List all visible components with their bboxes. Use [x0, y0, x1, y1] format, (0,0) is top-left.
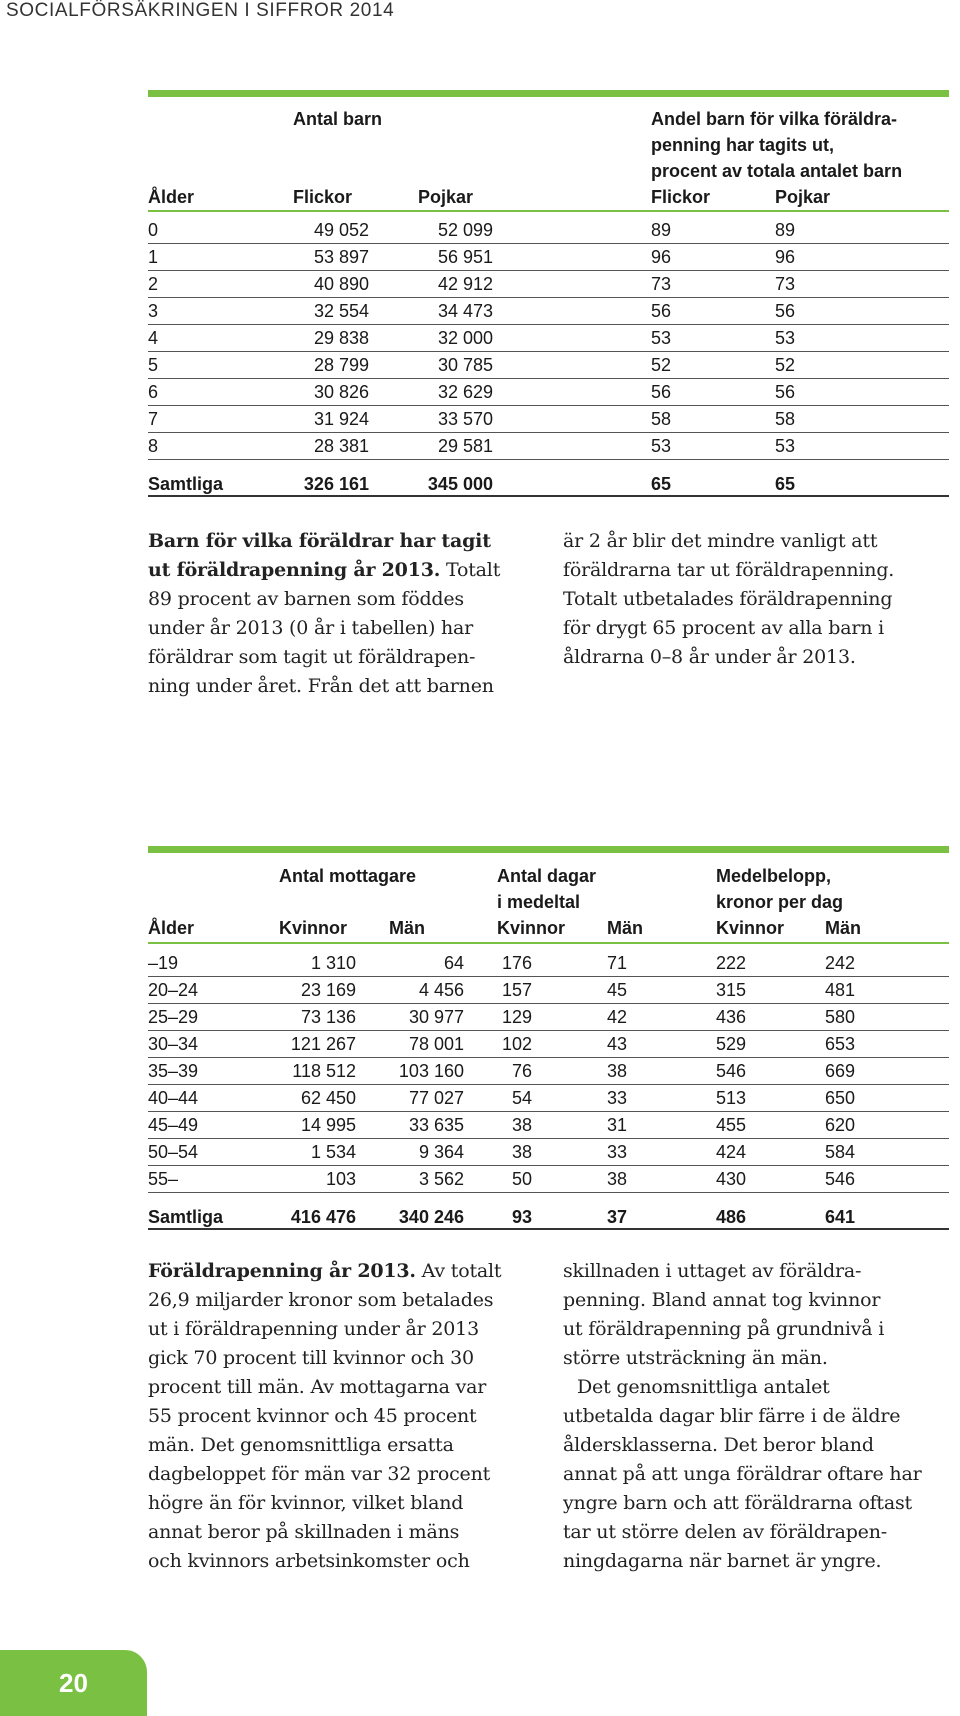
table-row	[148, 976, 949, 1004]
text2-line: tar ut större delen av föräldrapen-	[563, 1521, 887, 1543]
text1-line: för drygt 65 procent av alla barn i	[563, 617, 884, 639]
table-cell: 32 554	[313, 301, 369, 321]
table-cell: 49 052	[313, 220, 369, 240]
table-cell: 7	[148, 409, 159, 429]
table-cell: 35–39	[148, 1061, 199, 1081]
table-cell: 345 000	[427, 474, 493, 494]
table-cell: 53 897	[313, 247, 369, 267]
table-cell: 424	[716, 1142, 747, 1162]
table-cell: 430	[716, 1169, 747, 1189]
table-cell: 45–49	[148, 1115, 199, 1135]
text2-line: åldersklasserna. Det beror bland	[563, 1434, 874, 1456]
text2-line: större utsträckning än män.	[563, 1347, 828, 1369]
table-cell: 96	[651, 247, 672, 267]
table-cell: 121 267	[290, 1034, 356, 1054]
text1-line: Totalt	[440, 559, 501, 581]
text1-line: föräldrar som tagit ut föräldrapen-	[148, 646, 476, 668]
table-cell: 31	[607, 1115, 628, 1135]
table-cell: 653	[825, 1034, 856, 1054]
table-cell: 481	[825, 980, 856, 1000]
table-cell: 56	[651, 382, 672, 402]
text1-line: Totalt utbetalades föräldrapenning	[563, 588, 893, 610]
table-cell: 2	[148, 274, 159, 294]
table-cell: 31 924	[313, 409, 369, 429]
text2-line: ut föräldrapenning på grundnivå i	[563, 1318, 885, 1340]
table-cell: 1	[148, 247, 159, 267]
text2-line: dagbeloppet för män var 32 procent	[148, 1463, 491, 1485]
table-row	[148, 216, 949, 244]
table1-group-right-line2: penning har tagits ut,	[651, 135, 834, 155]
table-cell: 33 635	[408, 1115, 464, 1135]
text2-line: 55 procent kvinnor och 45 procent	[148, 1405, 477, 1427]
table-cell: –19	[148, 953, 179, 973]
table-cell: 42 912	[437, 274, 493, 294]
table-row	[148, 1003, 949, 1031]
table-cell: 157	[501, 980, 532, 1000]
table-row	[148, 432, 949, 460]
text1-right-column	[563, 527, 953, 672]
table2-group-days-line2: i medeltal	[497, 892, 581, 912]
table-row	[148, 1165, 949, 1193]
table-cell: 58	[651, 409, 672, 429]
table-cell: 54	[511, 1088, 532, 1108]
text2-line: ut i föräldrapenning under år 2013	[148, 1318, 479, 1340]
table-cell: 529	[716, 1034, 747, 1054]
table-cell: 71	[607, 953, 628, 973]
table2-col-men1: Män	[389, 918, 425, 938]
text1-line: åldrarna 0–8 år under år 2013.	[563, 646, 856, 668]
table-cell: 93	[511, 1207, 532, 1227]
table-cell: 38	[607, 1061, 628, 1081]
table-cell: 20–24	[148, 980, 199, 1000]
table1-header-rule	[148, 210, 949, 212]
table2-col-women1: Kvinnor	[279, 918, 348, 938]
table-cell: 53	[775, 328, 796, 348]
table-cell: 38	[511, 1142, 532, 1162]
table-cell: 56	[775, 382, 796, 402]
table2-col-women2: Kvinnor	[497, 918, 566, 938]
table-cell: 129	[501, 1007, 532, 1027]
table-cell: 30–34	[148, 1034, 199, 1054]
table2-col-men2: Män	[607, 918, 643, 938]
table1-col-age: Ålder	[148, 187, 195, 207]
text2-line: män. Det genomsnittliga ersatta	[148, 1434, 454, 1456]
table-cell: 45	[607, 980, 628, 1000]
table-cell: 38	[511, 1115, 532, 1135]
table-cell: 176	[501, 953, 532, 973]
table-cell: 546	[716, 1061, 747, 1081]
table-cell: Samtliga	[148, 1207, 224, 1227]
table-cell: 53	[651, 436, 672, 456]
table-cell: 584	[825, 1142, 856, 1162]
table-cell: 8	[148, 436, 159, 456]
table-cell: 40–44	[148, 1088, 199, 1108]
table-cell: 14 995	[300, 1115, 356, 1135]
table-cell: 416 476	[290, 1207, 356, 1227]
table1-col-boys-share: Pojkar	[775, 187, 831, 207]
table-cell: 96	[775, 247, 796, 267]
table-cell: Samtliga	[148, 474, 224, 494]
table-cell: 56	[651, 301, 672, 321]
table-row	[148, 270, 949, 298]
text1-heading-line1: Barn för vilka föräldrar har tagit	[148, 530, 491, 552]
table-cell: 43	[607, 1034, 628, 1054]
table-cell: 641	[825, 1207, 856, 1227]
table-cell: 5	[148, 355, 159, 375]
text1-line: ning under året. Från det att barnen	[148, 675, 494, 697]
table-cell: 580	[825, 1007, 856, 1027]
table-cell: 33	[607, 1142, 628, 1162]
table2-group-days-line1: Antal dagar	[497, 866, 597, 886]
text2-line: högre än för kvinnor, vilket bland	[148, 1492, 464, 1514]
table-cell: 3	[148, 301, 159, 321]
table-cell: 29 838	[313, 328, 369, 348]
table-cell: 242	[825, 953, 856, 973]
table-cell: 50	[511, 1169, 532, 1189]
table-cell: 1 310	[310, 953, 356, 973]
table-cell: 52	[775, 355, 796, 375]
table-total-row	[148, 464, 949, 497]
table2-col-age: Ålder	[148, 918, 195, 938]
table-cell: 0	[148, 220, 159, 240]
table-cell: 340 246	[398, 1207, 464, 1227]
text2-line: penning. Bland annat tog kvinnor	[563, 1289, 881, 1311]
table-row	[148, 949, 949, 977]
table1-top-rule	[148, 90, 949, 97]
table-cell: 53	[775, 436, 796, 456]
text2-line: utbetalda dagar blir färre i de äldre	[563, 1405, 901, 1427]
text2-line: procent till män. Av mottagarna var	[148, 1376, 487, 1398]
running-head: SOCIALFÖRSÄKRINGEN I SIFFROR 2014	[6, 0, 395, 21]
table-cell: 513	[716, 1088, 747, 1108]
table1-col-girls: Flickor	[293, 187, 353, 207]
table-row	[148, 1138, 949, 1166]
table-cell: 37	[607, 1207, 628, 1227]
table-cell: 650	[825, 1088, 856, 1108]
table-cell: 55–	[148, 1169, 179, 1189]
text2-heading: Föräldrapenning år 2013.	[148, 1260, 416, 1282]
table-cell: 56 951	[437, 247, 493, 267]
table1-group-left: Antal barn	[293, 109, 383, 129]
text1-heading-line2: ut föräldrapenning år 2013.	[148, 559, 441, 581]
text2-line: annat på att unga föräldrar oftare har	[563, 1463, 922, 1485]
table-row	[148, 1084, 949, 1112]
table-cell: 73	[775, 274, 796, 294]
table2-group-recipients: Antal mottagare	[279, 866, 417, 886]
text1-line: 89 procent av barnen som föddes	[148, 588, 464, 610]
table-cell: 52 099	[437, 220, 493, 240]
table-cell: 64	[443, 953, 464, 973]
table-total-row	[148, 1197, 949, 1230]
table2-top-rule	[148, 846, 949, 853]
text1-line: föräldrarna tar ut föräldrapenning.	[563, 559, 895, 581]
table-cell: 89	[651, 220, 672, 240]
text1-line: är 2 år blir det mindre vanligt att	[563, 530, 878, 552]
table-cell: 1 534	[310, 1142, 356, 1162]
table-cell: 73	[651, 274, 672, 294]
text2-line: yngre barn och att föräldrarna oftast	[563, 1492, 912, 1514]
table-row	[148, 1057, 949, 1085]
table-cell: 28 799	[313, 355, 369, 375]
table-cell: 42	[607, 1007, 628, 1027]
table-cell: 326 161	[303, 474, 369, 494]
table-cell: 9 364	[418, 1142, 464, 1162]
table-row	[148, 378, 949, 406]
table-cell: 102	[501, 1034, 532, 1054]
table-row	[148, 243, 949, 271]
text1-line: under år 2013 (0 år i tabellen) har	[148, 617, 474, 639]
table-cell: 38	[607, 1169, 628, 1189]
table-cell: 73 136	[300, 1007, 356, 1027]
table-cell: 4	[148, 328, 159, 348]
table-cell: 436	[716, 1007, 747, 1027]
table-cell: 56	[775, 301, 796, 321]
text2-line: Av totalt	[415, 1260, 502, 1282]
table-row	[148, 1030, 949, 1058]
table-cell: 546	[825, 1169, 856, 1189]
text2-line: Det genomsnittliga antalet	[577, 1376, 830, 1398]
text1-left-column	[148, 527, 528, 701]
table-row	[148, 351, 949, 379]
table-cell: 62 450	[300, 1088, 356, 1108]
table-row	[148, 324, 949, 352]
table-row	[148, 1111, 949, 1139]
table-cell: 50–54	[148, 1142, 199, 1162]
table-cell: 40 890	[313, 274, 369, 294]
table1-col-girls-share: Flickor	[651, 187, 711, 207]
table-cell: 65	[775, 474, 796, 494]
table2-col-women3: Kvinnor	[716, 918, 785, 938]
table-cell: 58	[775, 409, 796, 429]
text2-right-column	[563, 1257, 953, 1576]
table-cell: 4 456	[418, 980, 464, 1000]
table-cell: 33	[607, 1088, 628, 1108]
text2-line: skillnaden i uttaget av föräldra-	[563, 1260, 862, 1282]
table-cell: 669	[825, 1061, 856, 1081]
table-cell: 52	[651, 355, 672, 375]
table-cell: 222	[716, 953, 747, 973]
text2-line: 26,9 miljarder kronor som betalades	[148, 1289, 494, 1311]
table-cell: 34 473	[437, 301, 493, 321]
page-number: 20	[0, 1650, 147, 1716]
table-cell: 103	[325, 1169, 356, 1189]
table-cell: 29 581	[437, 436, 493, 456]
table-cell: 620	[825, 1115, 856, 1135]
text2-line: gick 70 procent till kvinnor och 30	[148, 1347, 474, 1369]
table-cell: 30 785	[437, 355, 493, 375]
table-cell: 455	[716, 1115, 747, 1135]
text2-left-column	[148, 1257, 538, 1576]
table2-group-amount-line1: Medelbelopp,	[716, 866, 832, 886]
table-cell: 23 169	[300, 980, 356, 1000]
table-cell: 32 000	[437, 328, 493, 348]
table-cell: 486	[716, 1207, 747, 1227]
text2-line: och kvinnors arbetsinkomster och	[148, 1550, 470, 1572]
table-cell: 315	[716, 980, 747, 1000]
table1-group-right-line1: Andel barn för vilka föräldra-	[651, 109, 898, 129]
text2-line: ningdagarna när barnet är yngre.	[563, 1550, 882, 1572]
table1-group-right-line3: procent av totala antalet barn	[651, 161, 903, 181]
table-cell: 118 512	[292, 1061, 356, 1081]
table-cell: 78 001	[408, 1034, 464, 1054]
table2-header-rule	[148, 942, 949, 944]
table-row	[148, 405, 949, 433]
table2-col-men3: Män	[825, 918, 861, 938]
table-cell: 65	[651, 474, 672, 494]
table-cell: 77 027	[408, 1088, 464, 1108]
table-cell: 76	[511, 1061, 532, 1081]
table-cell: 32 629	[437, 382, 493, 402]
table-cell: 103 160	[398, 1061, 464, 1081]
table-cell: 28 381	[313, 436, 369, 456]
table2-group-amount-line2: kronor per dag	[716, 892, 844, 912]
table-cell: 6	[148, 382, 159, 402]
table-cell: 25–29	[148, 1007, 199, 1027]
table-cell: 53	[651, 328, 672, 348]
table-cell: 30 826	[313, 382, 369, 402]
table-row	[148, 297, 949, 325]
table-cell: 33 570	[437, 409, 493, 429]
table-cell: 89	[775, 220, 796, 240]
table-cell: 30 977	[408, 1007, 464, 1027]
table1-col-boys: Pojkar	[418, 187, 474, 207]
table-cell: 3 562	[418, 1169, 464, 1189]
text2-line: annat beror på skillnaden i mäns	[148, 1521, 460, 1543]
